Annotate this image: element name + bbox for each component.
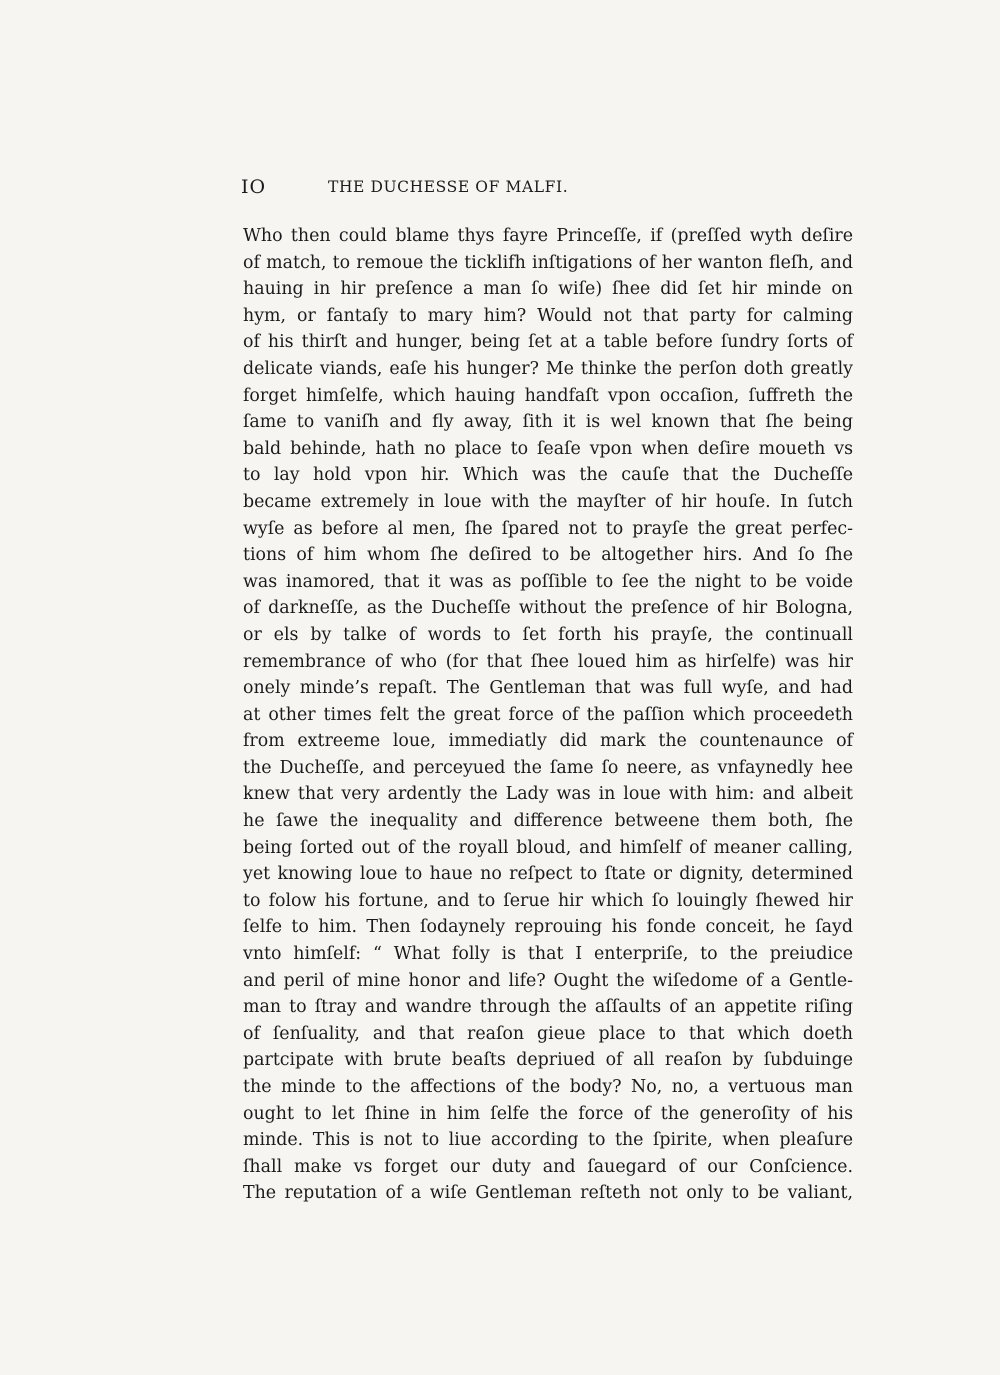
text-line: tions of him whom ſhe deſired to be altogether hirs. And ſo ſhe xyxy=(243,545,853,566)
text-line: onely minde’s repaſt. The Gentleman that was full wyſe, and had xyxy=(243,678,853,699)
text-line: wyſe as before al men, ſhe ſpared not to prayſe the great perfec- xyxy=(243,518,853,539)
text-line: man to ſtray and wandre through the aſſaults of an appetite riſing xyxy=(243,997,853,1018)
text-line: ſelfe to him. Then ſodaynely reprouing his fonde conceit, he ſayd xyxy=(243,917,853,938)
text-line: to lay hold vpon hir. Which was the cauſe that the Ducheſſe xyxy=(243,465,853,486)
text-line: forget himſelfe, which hauing handfaſt vpon occaſion, ſuffreth the xyxy=(243,385,853,406)
text-line: minde. This is not to liue according to the ſpirite, when pleaſure xyxy=(243,1130,853,1151)
text-line: vnto himſelf: “ What folly is that I enterpriſe, to the preiudice xyxy=(243,944,853,965)
text-line: delicate viands, eaſe his hunger? Me thinke the perſon doth greatly xyxy=(243,358,853,379)
text-line: at other times felt the great force of the paſſion which proceedeth xyxy=(243,704,853,725)
text-line: yet knowing loue to haue no reſpect to ſtate or dignity, determined xyxy=(243,864,853,885)
text-line: bald behinde, hath no place to ſeaſe vpon when deſire moueth vs xyxy=(243,438,853,459)
text-line: the minde to the affections of the body? No, no, a vertuous man xyxy=(243,1077,853,1097)
text-line: the Ducheſſe, and perceyued the ſame ſo neere, as vnfaynedly hee xyxy=(243,757,853,778)
text-line: was inamored, that it was as poſſible to ſee the night to be voide xyxy=(243,571,853,592)
text-line: hauing in hir preſence a man ſo wiſe) ſhee did ſet hir minde on xyxy=(243,279,853,300)
text-line: of darkneſſe, as the Ducheſſe without the preſence of hir Bologna, xyxy=(243,598,853,619)
text-line: or els by talke of words to ſet forth his prayſe, the continuall xyxy=(243,624,853,645)
text-line: hym, or fantaſy to mary him? Would not that party for calming xyxy=(243,305,853,326)
page-number: IO xyxy=(241,176,267,198)
text-line: ſame to vaniſh and fly away, ſith it is wel known that ſhe being xyxy=(243,412,853,433)
text-line: knew that very ardently the Lady was in loue with him: and albeit xyxy=(243,784,853,805)
text-line: remembrance of who (for that ſhee loued him as hirſelfe) was hir xyxy=(243,651,853,672)
text-line: from extreeme loue, immediatly did mark the countenaunce of xyxy=(243,731,853,752)
body-text xyxy=(243,223,853,1207)
text-line: he ſawe the inequality and difference betweene them both, ſhe xyxy=(243,811,853,832)
text-line: ought to let ſhine in him ſelfe the force of the generoſity of his xyxy=(243,1103,853,1124)
page-header xyxy=(241,176,857,200)
text-line: became extremely in loue with the mayſter of hir houſe. In ſutch xyxy=(243,491,853,512)
text-line: Who then could blame thys fayre Princeſſe, if (preſſed wyth deſire xyxy=(243,226,853,246)
text-line: The reputation of a wiſe Gentleman reſteth not only to be valiant, xyxy=(243,1183,853,1204)
running-title: THE DUCHESSE OF MALFI. xyxy=(328,178,569,196)
text-line: of match, to remoue the ticklifh inſtigations of her wanton fleſh, and xyxy=(243,252,853,273)
text-line: to folow his fortune, and to ſerue hir which ſo louingly ſhewed hir xyxy=(243,890,853,911)
text-line: ſhall make vs forget our duty and ſauegard of our Conſcience. xyxy=(243,1156,853,1177)
text-line: partcipate with brute beaſts depriued of all reaſon by ſubduinge xyxy=(243,1050,853,1071)
text-line: being ſorted out of the royall bloud, and himſelf of meaner calling, xyxy=(243,837,853,858)
text-line: and peril of mine honor and life? Ought the wiſedome of a Gentle- xyxy=(243,970,853,991)
text-line: of his thirſt and hunger, being ſet at a table before ſundry ſorts of xyxy=(243,332,853,353)
text-line: of ſenſuality, and that reaſon gieue place to that which doeth xyxy=(243,1023,853,1044)
